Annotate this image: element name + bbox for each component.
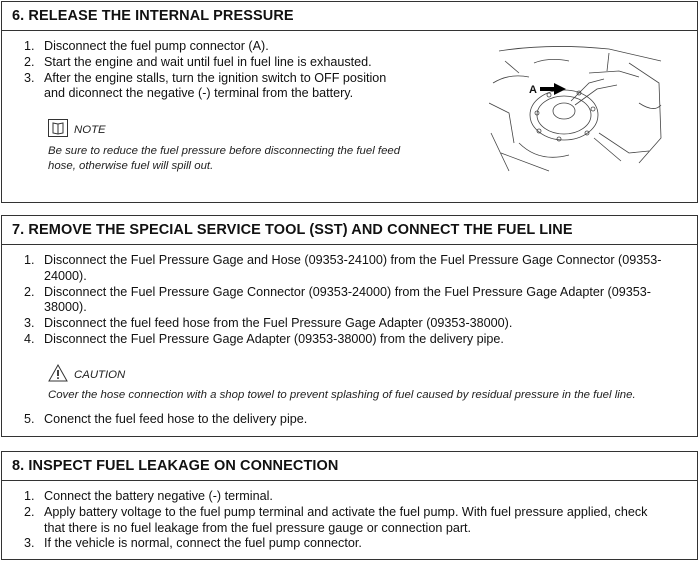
fuel-pump-diagram — [489, 43, 664, 173]
caution-label: CAUTION — [74, 368, 126, 381]
section-inspect-leakage — [1, 451, 698, 560]
list-item: 3. After the engine stalls, turn the ignition switch to OFF position and diconnect the negative (-) terminal from the battery. — [24, 70, 387, 101]
note-text: Be sure to reduce the fuel pressure before disconnecting the fuel feed hose, otherwise fuel will spill out. — [48, 145, 401, 172]
caution-box — [48, 364, 688, 403]
book-icon — [48, 119, 68, 140]
caution-text: Cover the hose connection with a shop towel to prevent splashing of fuel caused by residual pressure in the fuel line. — [48, 389, 636, 401]
list-item: 4. Disconnect the Fuel Pressure Gage Adapter (09353-38000) from the delivery pipe. — [24, 331, 504, 346]
step-list — [24, 412, 664, 428]
step-list — [24, 39, 404, 102]
list-item: 5. Conenct the fuel feed hose to the delivery pipe. — [24, 412, 308, 426]
list-item: 3. If the vehicle is normal, connect the fuel pump connector. — [24, 536, 362, 551]
note-box — [48, 119, 428, 174]
section-title: 8. INSPECT FUEL LEAKAGE ON CONNECTION — [2, 452, 697, 481]
list-item: 2. Apply battery voltage to the fuel pump terminal and activate the fuel pump. With fuel pressure applied, check that there is no fuel leakage from the fuel pressure gauge or connection part. — [24, 504, 648, 535]
step-list — [24, 489, 664, 552]
section-title: 6. RELEASE THE INTERNAL PRESSURE — [2, 2, 697, 31]
section-title: 7. REMOVE THE SPECIAL SERVICE TOOL (SST) AND CONNECT THE FUEL LINE — [2, 216, 697, 245]
list-item: 2. Disconnect the Fuel Pressure Gage Connector (09353-24000) from the Fuel Pressure Gage Adapter (09353-38000). — [24, 284, 651, 315]
list-item: 1. Disconnect the Fuel Pressure Gage and Hose (09353-24100) from the Fuel Pressure Gage Connector (09353-24000). — [24, 253, 662, 283]
note-label: NOTE — [74, 123, 106, 136]
list-item: 1. Connect the battery negative (-) terminal. — [24, 489, 273, 503]
section-release-pressure — [1, 1, 698, 203]
list-item: 3. Disconnect the fuel feed hose from the Fuel Pressure Gage Adapter (09353-38000). — [24, 316, 513, 331]
list-item: 2. Start the engine and wait until fuel in fuel line is exhausted. — [24, 54, 372, 69]
pointer-arrow-icon — [540, 83, 566, 95]
section-remove-sst — [1, 215, 698, 437]
figure-callout: A — [529, 84, 537, 96]
list-item: 1. Disconnect the fuel pump connector (A). — [24, 39, 269, 53]
step-list — [24, 253, 664, 348]
warning-icon — [48, 364, 68, 385]
